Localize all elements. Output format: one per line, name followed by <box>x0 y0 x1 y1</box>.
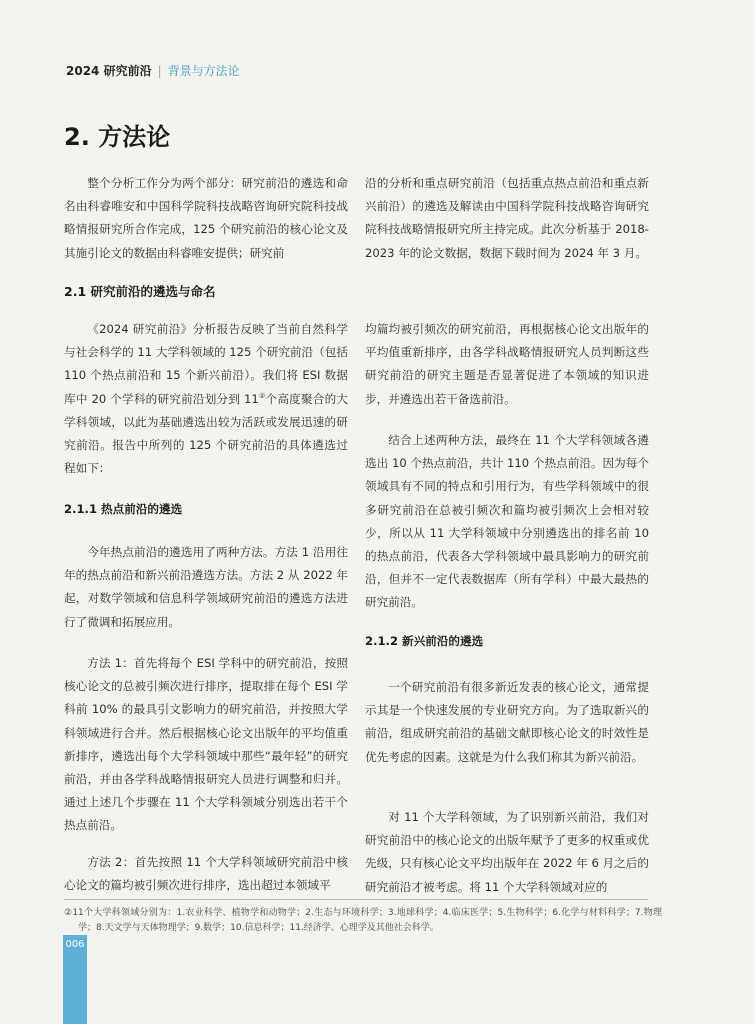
emerging-fronts-selection-block <box>365 806 649 899</box>
combined-methods-block <box>365 429 649 615</box>
method-1-block <box>64 652 348 838</box>
section-heading-2-1-1: 2.1.1 热点前沿的遴选 <box>64 502 183 516</box>
intro-paragraph-right: 沿的分析和重点研究前沿（包括重点热点前沿和重点新兴前沿）的遴选及解读由中国科学院科技战略咨询研究院科技战略情报研究所主持完成。此次分析基于 2018-2023 年的论文数据，数据下载时间为 2024 年 3 月。 <box>365 176 649 260</box>
footnote <box>64 906 662 936</box>
section-heading-2-1-2: 2.1.2 新兴前沿的遴选 <box>365 634 484 648</box>
section-2-1-2-heading-block <box>365 632 649 650</box>
footnote-text: 11个大学科领域分别为：1.农业科学、植物学和动物学；2.生态与环境科学；3.地球科学；4.临床医学；5.生物科学；6.化学与材料科学；7.物理学；8.天文学与天体物理学；9.数学；10.信息科学；11.经济学、心理学及其他社会科学。 <box>72 908 662 933</box>
section-2-1-1-heading-block <box>64 500 348 518</box>
hot-fronts-intro-paragraph: 今年热点前沿的遴选用了两种方法。方法 1 沿用往年的热点前沿和新兴前沿遴选方法。方法 2 从 2022 年起，对数学领域和信息科学领域研究前沿的遴选方法进行了微调和拓展应用。 <box>64 545 348 629</box>
method-2-continuation-paragraph: 均篇均被引频次的研究前沿，再根据核心论文出版年的平均值重新排序，由各学科战略情报研究人员判断这些研究前沿的研究主题是否显著促进了本领域的知识进步，并遴选出若干备选前沿。 <box>365 322 649 406</box>
footnote-mark: ② <box>64 908 73 918</box>
method-1-paragraph: 方法 1：首先将每个 ESI 学科中的研究前沿，按照核心论文的总被引频次进行排序，提取排在每个 ESI 学科前 10% 的最具引文影响力的研究前沿，并按照大学科领域进行合并。然后根据核心论文出版年的平均值重新排序，遴选出每个大学科领域中那些“最年轻”的研究前沿，并由各学科战略情报研究人员进行调整和归并。通过上述几个步骤在 11 个大学科领域分别选出若干个热点前沿。 <box>64 656 348 833</box>
intro-left-column <box>64 172 348 265</box>
header-separator: | <box>157 64 162 78</box>
section-2-1-text-after-footnote: 个高度聚合的大学科领域，以此为基础遴选出较为活跃或发展迅速的研究前沿。报告中所列的 125 个研究前沿的具体遴选过程如下： <box>64 391 348 476</box>
emerging-fronts-intro-block <box>365 676 649 769</box>
running-header <box>66 62 240 80</box>
footnote-divider <box>64 899 648 900</box>
hot-fronts-intro-block <box>64 541 348 634</box>
section-2-1-left-column <box>64 318 348 480</box>
page-title: 2. 方法论 <box>64 123 171 151</box>
section-2-1-paragraph <box>64 318 348 480</box>
section-2-1-text-before-footnote: 《2024 研究前沿》分析报告反映了当前自然科学与社会科学的 11 大学科领域的 125 个研究前沿（包括 110 个热点前沿和 15 个新兴前沿）。我们将 ESI 数据库中 20 个学科的研究前沿划分到 11 <box>64 322 348 406</box>
intro-right-column <box>365 172 649 265</box>
page-number-tab <box>63 935 87 1024</box>
report-series-title: 2024 研究前沿 <box>66 64 152 78</box>
header-section-name: 背景与方法论 <box>167 64 240 78</box>
section-heading-2-1: 2.1 研究前沿的遴选与命名 <box>64 284 216 299</box>
emerging-fronts-selection-paragraph: 对 11 个大学科领域，为了识别新兴前沿，我们对研究前沿中的核心论文的出版年赋予了更多的权重或优先级，只有核心论文平均出版年在 2022 年 6 月之后的研究前沿才被考虑。将 11 个大学科领域对应的 <box>365 810 649 894</box>
intro-paragraph-left: 整个分析工作分为两个部分：研究前沿的遴选和命名由科睿唯安和中国科学院科技战略咨询研究院科技战略情报研究所合作完成，125 个研究前沿的核心论文及其施引论文的数据由科睿唯安提供；研究前 <box>64 176 348 260</box>
footnote-reference: ② <box>258 391 266 400</box>
method-2-continuation-block <box>365 318 649 411</box>
combined-methods-paragraph: 结合上述两种方法，最终在 11 个大学科领域各遴选出 10 个热点前沿，共计 110 个热点前沿。因为每个领域具有不同的特点和引用行为，有些学科领域中的很多研究前沿在总被引频次和篇均被引频次上会相对较少，所以从 11 大学科领域中分别遴选出的排名前 10 的热点前沿，代表各大学科领域中最具影响力的研究前沿，但并不一定代表数据库（所有学科）中最大最热的研究前沿。 <box>365 433 649 610</box>
method-2-block <box>64 851 348 897</box>
method-2-paragraph: 方法 2：首先按照 11 个大学科领域研究前沿中核心论文的篇均被引频次进行排序，选出超过本领域平 <box>64 855 348 893</box>
emerging-fronts-intro-paragraph: 一个研究前沿有很多新近发表的核心论文，通常提示其是一个快速发展的专业研究方向。为了选取新兴的前沿，组成研究前沿的基础文献即核心论文的时效性是优先考虑的因素。这就是为什么我们称其为新兴前沿。 <box>365 680 649 764</box>
page-number: 006 <box>65 939 85 950</box>
